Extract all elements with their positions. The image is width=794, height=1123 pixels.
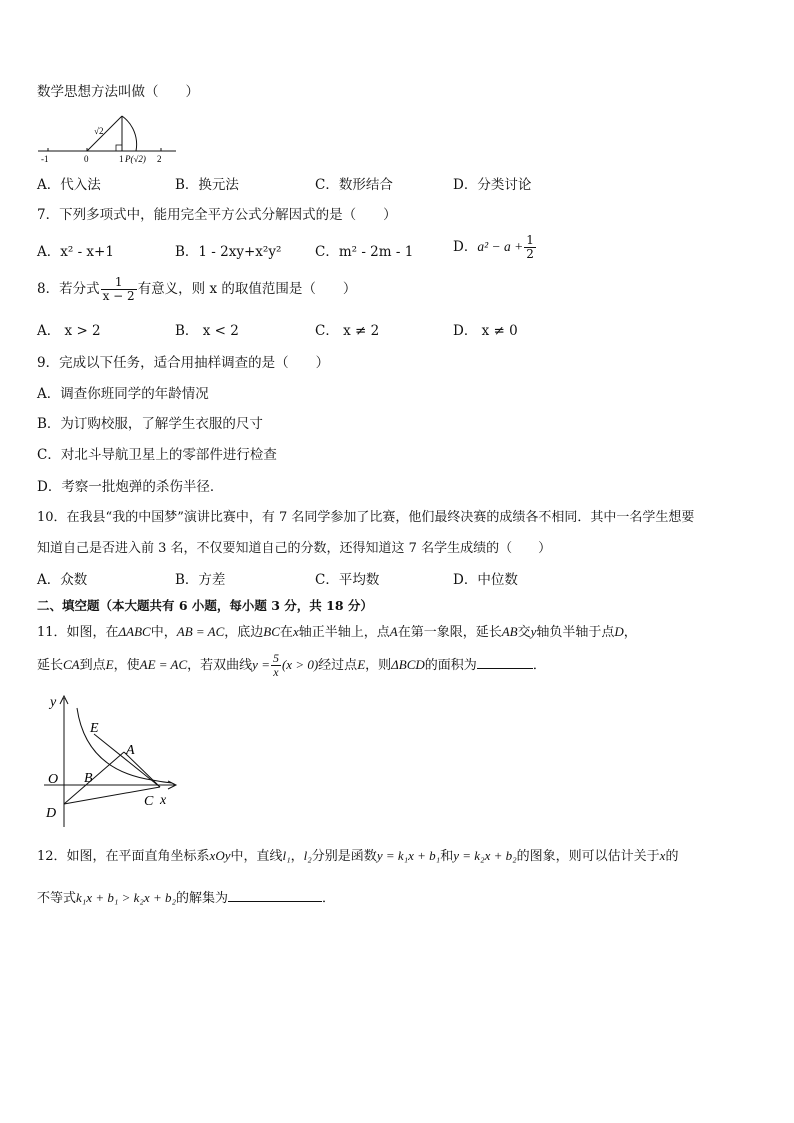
- q11-math: E: [357, 657, 366, 672]
- fraction-numerator: 1: [114, 275, 123, 289]
- q11-figure-label-c: C: [144, 794, 154, 809]
- q11-text: ，: [623, 625, 637, 640]
- numberline-label-1: 1: [119, 154, 124, 164]
- q11-text: ，则: [365, 658, 392, 673]
- q12-text: 和: [440, 849, 454, 864]
- q10-stem-line-1: 10．在我县“我的中国梦”演讲比赛中，有 7 名同学参加了比赛，他们最终决赛的成绩各不相同．其中一名学生想要: [37, 510, 695, 525]
- fraction-numerator: 5: [272, 651, 279, 665]
- q6-option-b: B．换元法: [175, 177, 239, 193]
- q11-math: AB = AC: [176, 624, 225, 639]
- q12-math: xOy: [209, 848, 231, 863]
- q11-figure-label-y: y: [50, 695, 57, 710]
- fraction-denominator: x − 2: [102, 289, 135, 303]
- numberline-figure: [36, 110, 186, 166]
- q7-option-d-fraction: [524, 234, 536, 261]
- q11-math: ΔABC: [118, 624, 151, 639]
- q11-math: E: [105, 657, 114, 672]
- q11-stem-line-2: [37, 652, 546, 679]
- q12-text: 的图象，则可以估计关于: [516, 849, 660, 864]
- q12-text: ，: [290, 849, 304, 864]
- q6-option-a: A．代入法: [37, 177, 101, 193]
- q8-suffix: 有意义，则 x 的取值范围是（ ）: [137, 281, 357, 297]
- q12-math: x: [659, 848, 666, 863]
- numberline-label-neg1: -1: [41, 154, 49, 164]
- q11-figure-label-x: x: [160, 793, 167, 808]
- numberline-label-0: 0: [84, 154, 89, 164]
- q6-option-d: D．分类讨论: [453, 177, 532, 193]
- q10-option-d: D．中位数: [453, 572, 518, 588]
- q11-figure-label-e: E: [90, 721, 99, 736]
- numberline-sqrt2-label: √2: [94, 126, 104, 136]
- q11-text: 交: [517, 625, 531, 640]
- q11-math: D: [614, 624, 624, 639]
- q11-text: 在: [279, 625, 293, 640]
- fraction-numerator: 1: [526, 233, 534, 247]
- q8-option-b: B． x < 2: [175, 323, 239, 339]
- q11-figure-label-b: B: [84, 771, 93, 786]
- q7-stem: 7．下列多项式中，能用完全平方公式分解因式的是（ ）: [37, 207, 397, 223]
- q12-text: 12．如图，在平面直角坐标系: [37, 849, 210, 864]
- q10-option-a: A．众数: [37, 572, 88, 588]
- q11-text: 11．如图，在: [37, 625, 119, 640]
- q11-fraction: [271, 652, 281, 679]
- q9-stem: 9．完成以下任务，适合用抽样调查的是（ ）: [37, 355, 330, 371]
- q11-text: ，若双曲线: [187, 658, 253, 673]
- q11-text: 在第一象限，延长: [397, 625, 502, 640]
- q11-math: BC: [263, 624, 280, 639]
- q9-option-c: C．对北斗导航卫星上的零部件进行检查: [37, 447, 277, 463]
- q7-option-d-expression: a² − a +: [477, 239, 524, 254]
- q11-text: ．: [532, 658, 546, 673]
- q10-option-b: B．方差: [175, 572, 226, 588]
- q11-figure-label-a: A: [126, 743, 135, 758]
- q11-text: 中，: [150, 625, 177, 640]
- q11-text: 轴负半轴于点: [536, 625, 615, 640]
- q11-text: 的面积为: [424, 658, 477, 673]
- q11-math: (x > 0): [281, 657, 319, 672]
- q11-math: A: [389, 624, 398, 639]
- q9-option-b: B．为订购校服，了解学生衣服的尺寸: [37, 416, 263, 432]
- q12-math: l₁: [282, 848, 291, 863]
- section-2-heading: 二、填空题（本大题共有 6 小题，每小题 3 分，共 18 分）: [37, 598, 373, 613]
- q11-text: ，使: [113, 658, 140, 673]
- q7-option-c: C．m² - 2m - 1: [315, 244, 414, 260]
- q8-option-c: C． x ≠ 2: [315, 323, 380, 339]
- q9-option-d: D．考察一批炮弹的杀伤半径．: [37, 479, 224, 495]
- q12-math: y = k₂x + b₂: [453, 848, 517, 863]
- q11-math: AE = AC: [139, 657, 188, 672]
- q11-answer-blank: [477, 656, 533, 669]
- q11-math: CA: [63, 657, 80, 672]
- q7-option-b: B．1 - 2xy+x²y²: [175, 244, 282, 260]
- q12-text: 分别是函数: [311, 849, 377, 864]
- fraction-denominator: 2: [526, 247, 534, 261]
- numberline-label-2: 2: [157, 154, 162, 164]
- q11-math: y =: [252, 657, 270, 672]
- q12-answer-blank: [228, 889, 322, 902]
- q6-option-c: C．数形结合: [315, 177, 393, 193]
- q12-text: 中，直线: [230, 849, 283, 864]
- q11-text: 轴正半轴上，点: [298, 625, 390, 640]
- q12-stem-line-2: [37, 889, 335, 908]
- q12-math: y = k₁x + b₁: [376, 848, 441, 863]
- q8-option-a: A． x > 2: [37, 323, 101, 339]
- q12-text: ．: [322, 891, 336, 906]
- q8-prefix: 8．若分式: [37, 281, 100, 297]
- numberline-point-p-label: P(√2): [125, 154, 146, 164]
- q11-text: ，底边: [224, 625, 264, 640]
- q12-text: 不等式: [37, 891, 77, 906]
- q12-text: 的解集为: [176, 891, 229, 906]
- q12-math: l₂: [303, 848, 312, 863]
- q11-math: ΔBCD: [391, 657, 425, 672]
- q11-math: x: [292, 624, 299, 639]
- q12-math: k₁x + b₁ > k₂x + b₂: [76, 890, 176, 905]
- q7-option-a: A．x² - x+1: [37, 244, 114, 260]
- q12-text: 的: [665, 849, 679, 864]
- q11-text: 经过点: [318, 658, 358, 673]
- q10-stem-line-2: 知道自己是否进入前 3 名，不仅要知道自己的分数，还得知道这 7 名学生成绩的（ ）: [37, 541, 552, 556]
- q11-text: 延长: [37, 658, 64, 673]
- q9-option-a: A．调查你班同学的年龄情况: [37, 386, 209, 402]
- fraction-denominator: x: [271, 665, 281, 679]
- q12-stem-line-1: [37, 847, 678, 866]
- q11-stem-line-1: [37, 623, 637, 642]
- q11-math: y: [530, 624, 537, 639]
- q10-option-c: C．平均数: [315, 572, 380, 588]
- question-6-stem-tail: 数学思想方法叫做（ ）: [37, 84, 199, 100]
- q11-figure-label-d: D: [46, 806, 57, 821]
- q8-option-d: D． x ≠ 0: [453, 323, 518, 339]
- q11-text: 到点: [79, 658, 106, 673]
- q7-option-d-prefix: D．: [453, 239, 478, 255]
- q11-math: AB: [501, 624, 518, 639]
- q11-figure: [40, 692, 190, 830]
- q7-option-d: [453, 234, 537, 261]
- q11-figure-label-o: O: [48, 772, 59, 787]
- q8-fraction: [101, 276, 137, 303]
- q8-stem: [37, 276, 356, 303]
